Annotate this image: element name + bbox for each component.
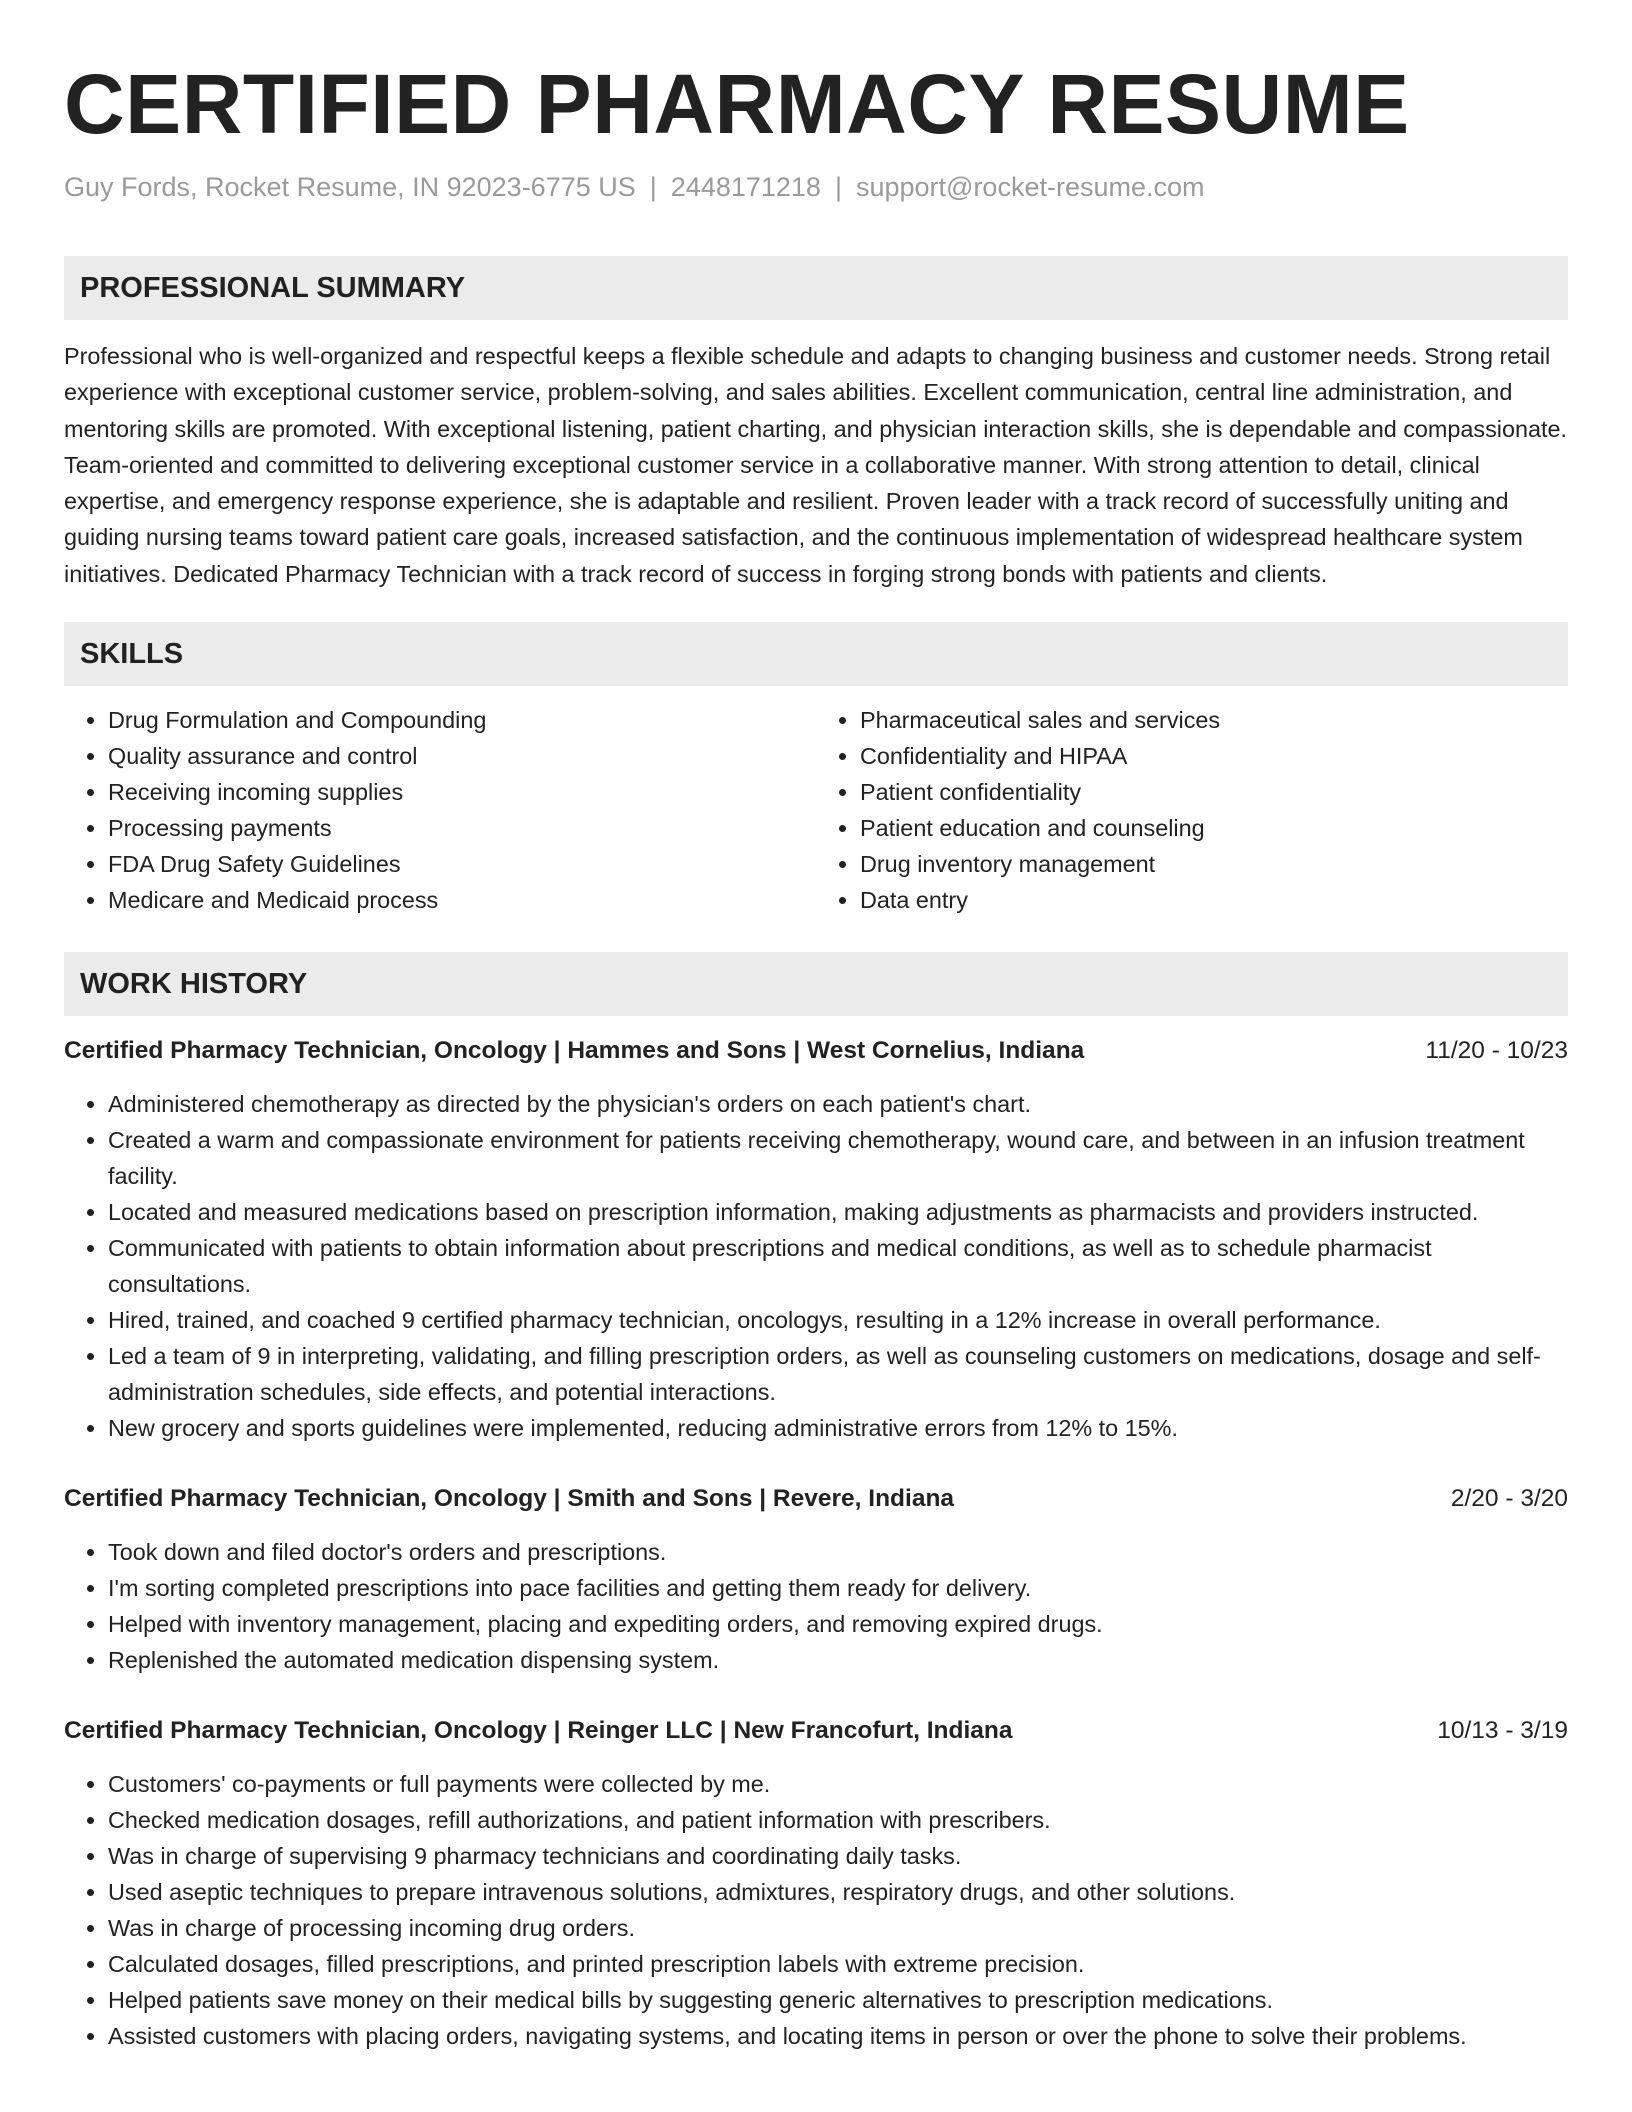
job-bullet: • Administered chemotherapy as directed by the physician's orders on each patient's chart. <box>108 1086 1568 1122</box>
skill-item: • Processing payments <box>108 810 816 846</box>
section-header-skills: SKILLS <box>64 622 1568 686</box>
job-dates: 10/13 - 3/19 <box>1437 1717 1568 1745</box>
job-header <box>64 1482 1568 1516</box>
job-bullet: • Hired, trained, and coached 9 certified pharmacy technician, oncologys, resulting in a 12% increase in overall performance. <box>108 1302 1568 1338</box>
skill-item: • Receiving incoming supplies <box>108 774 816 810</box>
job-bullets <box>64 1086 1568 1446</box>
section-header-work-history: WORK HISTORY <box>64 952 1568 1016</box>
job-bullet: • I'm sorting completed prescriptions into pace facilities and getting them ready for delivery. <box>108 1570 1568 1606</box>
job-bullet: • Located and measured medications based on prescription information, making adjustments as pharmacists and providers instructed. <box>108 1194 1568 1230</box>
contact-separator: | <box>834 172 842 202</box>
resume-title: CERTIFIED PHARMACY RESUME <box>64 57 1410 151</box>
skills-column-right <box>816 702 1568 918</box>
skills-grid <box>64 702 1568 918</box>
contact-address: Guy Fords, Rocket Resume, IN 92023-6775 US <box>64 172 636 202</box>
contact-phone: 2448171218 <box>670 172 821 202</box>
job-entry <box>64 1034 1568 1446</box>
job-bullet: • Customers' co-payments or full payments were collected by me. <box>108 1766 1568 1802</box>
job-bullet: • Led a team of 9 in interpreting, validating, and filling prescription orders, as well as counseling customers on medications, dosage and self-administration schedules, side effects, and potential interactions. <box>108 1338 1568 1410</box>
skills-column-left <box>64 702 816 918</box>
job-bullet: • Was in charge of supervising 9 pharmacy technicians and coordinating daily tasks. <box>108 1838 1568 1874</box>
job-entry <box>64 1482 1568 1678</box>
job-bullet: • Checked medication dosages, refill authorizations, and patient information with prescribers. <box>108 1802 1568 1838</box>
job-bullet: • Calculated dosages, filled prescriptions, and printed prescription labels with extreme precision. <box>108 1946 1568 1982</box>
skill-item: • Medicare and Medicaid process <box>108 882 816 918</box>
contact-separator: | <box>649 172 657 202</box>
job-bullet: • Used aseptic techniques to prepare intravenous solutions, admixtures, respiratory drugs, and other solutions. <box>108 1874 1568 1910</box>
skill-item: • Pharmaceutical sales and services <box>860 702 1568 738</box>
job-entry <box>64 1714 1568 2054</box>
skill-item: • Drug inventory management <box>860 846 1568 882</box>
job-title: Certified Pharmacy Technician, Oncology | Reinger LLC | New Francofurt, Indiana <box>64 1717 1013 1745</box>
job-header <box>64 1034 1568 1068</box>
skill-item: • Drug Formulation and Compounding <box>108 702 816 738</box>
job-bullet: • Communicated with patients to obtain information about prescriptions and medical conditions, as well as to schedule pharmacist consultations. <box>108 1230 1568 1302</box>
job-title: Certified Pharmacy Technician, Oncology | Smith and Sons | Revere, Indiana <box>64 1485 955 1513</box>
job-bullet: • Created a warm and compassionate environment for patients receiving chemotherapy, wound care, and between in an infusion treatment facility. <box>108 1122 1568 1194</box>
contact-line <box>64 170 1568 204</box>
skill-item: • FDA Drug Safety Guidelines <box>108 846 816 882</box>
job-bullets <box>64 1766 1568 2054</box>
job-bullet: • Replenished the automated medication dispensing system. <box>108 1642 1568 1678</box>
job-bullet: • Was in charge of processing incoming drug orders. <box>108 1910 1568 1946</box>
skill-item: • Data entry <box>860 882 1568 918</box>
skill-item: • Confidentiality and HIPAA <box>860 738 1568 774</box>
job-header <box>64 1714 1568 1748</box>
job-dates: 2/20 - 3/20 <box>1450 1485 1568 1513</box>
skill-item: • Quality assurance and control <box>108 738 816 774</box>
section-header-summary: PROFESSIONAL SUMMARY <box>64 256 1568 320</box>
job-bullet: • New grocery and sports guidelines were implemented, reducing administrative errors from 12% to 15%. <box>108 1410 1568 1446</box>
job-dates: 11/20 - 10/23 <box>1425 1037 1568 1065</box>
resume-page <box>64 0 1568 2054</box>
skill-item: • Patient education and counseling <box>860 810 1568 846</box>
job-bullet: • Assisted customers with placing orders, navigating systems, and locating items in person or over the phone to solve their problems. <box>108 2018 1568 2054</box>
skill-item: • Patient confidentiality <box>860 774 1568 810</box>
job-bullets <box>64 1534 1568 1678</box>
contact-email: support@rocket-resume.com <box>855 172 1205 202</box>
job-bullet: • Helped with inventory management, placing and expediting orders, and removing expired drugs. <box>108 1606 1568 1642</box>
job-title: Certified Pharmacy Technician, Oncology | Hammes and Sons | West Cornelius, Indiana <box>64 1037 1085 1065</box>
job-bullet: • Took down and filed doctor's orders and prescriptions. <box>108 1534 1568 1570</box>
job-bullet: • Helped patients save money on their medical bills by suggesting generic alternatives to prescription medications. <box>108 1982 1568 2018</box>
summary-text: Professional who is well-organized and respectful keeps a flexible schedule and adapts to changing business and customer needs. Strong retail experience with exceptional customer service, problem-solving, and sales abilities. Excellent communication, central line administration, and mentoring skills are promoted. With exceptional listening, patient charting, and physician interaction skills, she is dependable and compassionate. Team-oriented and committed to delivering exceptional customer service in a collaborative manner. With strong attention to detail, clinical expertise, and emergency response experience, she is adaptable and resilient. Proven leader with a track record of successfully uniting and guiding nursing teams toward patient care goals, increased satisfaction, and the continuous implementation of widespread healthcare system initiatives. Dedicated Pharmacy Technician with a track record of success in forging strong bonds with patients and clients. <box>64 343 1568 587</box>
